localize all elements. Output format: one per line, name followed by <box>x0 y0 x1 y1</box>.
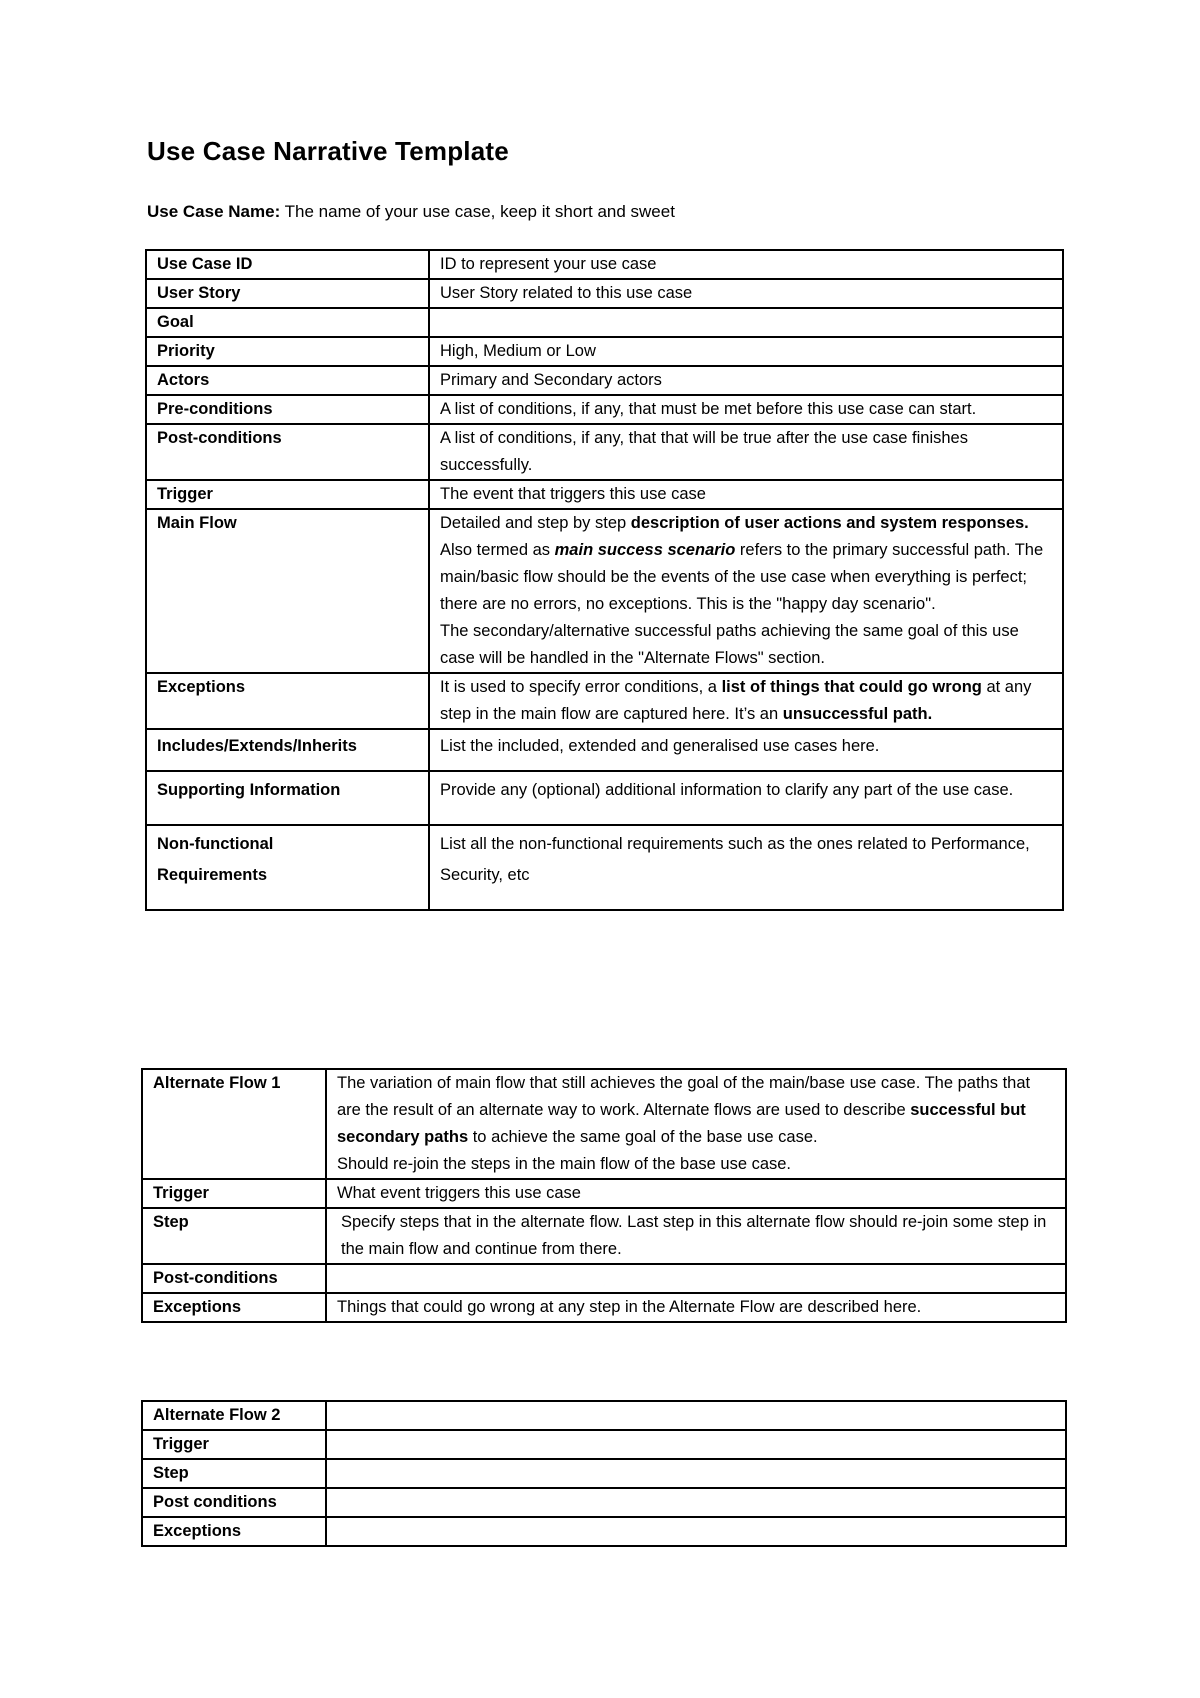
text-run-bold-italic: main success scenario <box>554 541 736 559</box>
text-run: to achieve the same goal of the base use case. <box>468 1128 818 1146</box>
row-key-line: Non-functional <box>157 835 274 853</box>
main-use-case-table <box>145 249 1064 911</box>
row-value: High, Medium or Low <box>429 337 1063 366</box>
text-run: The variation of main flow that still achieves the goal of the main/base use case. The paths that are the result of an alternate way to work. Alternate flows are used to describe <box>337 1074 1031 1119</box>
row-value: Specify steps that in the alternate flow. Last step in this alternate flow should re-join some step in the main flow and continue from there. <box>326 1208 1066 1264</box>
row-key: Goal <box>146 308 429 337</box>
text-run-bold: successful but secondary paths <box>337 1101 1026 1146</box>
row-key: Post conditions <box>142 1488 326 1517</box>
alt-flow-paragraph-2: Should re-join the steps in the main flow of the base use case. <box>337 1155 792 1173</box>
table-row <box>142 1264 1066 1293</box>
alternate-flow-2-table <box>141 1400 1067 1547</box>
text-run-bold: unsuccessful path. <box>782 705 933 723</box>
text-run: Also termed as <box>440 541 555 559</box>
table-row <box>142 1459 1066 1488</box>
main-flow-paragraph-3: The secondary/alternative successful paths achieving the same goal of this use case will be handled in the "Alternate Flows" section. <box>440 622 1019 667</box>
row-value: User Story related to this use case <box>429 279 1063 308</box>
text-run-bold: list of things that could go wrong <box>721 678 982 696</box>
row-value: List all the non-functional requirements such as the ones related to Performance, Security, etc <box>429 825 1063 910</box>
main-flow-paragraph-2 <box>440 537 1052 618</box>
table-row <box>146 308 1063 337</box>
row-value: List the included, extended and generalised use cases here. <box>429 729 1063 771</box>
row-value <box>326 1517 1066 1546</box>
table-row <box>146 825 1063 910</box>
table-row <box>142 1401 1066 1430</box>
row-key: Trigger <box>142 1179 326 1208</box>
row-key: Exceptions <box>142 1293 326 1322</box>
row-value <box>326 1488 1066 1517</box>
row-key: Supporting Information <box>146 771 429 825</box>
table-row <box>146 279 1063 308</box>
row-key: Main Flow <box>146 509 429 673</box>
exceptions-value <box>429 673 1063 729</box>
table-row <box>146 337 1063 366</box>
row-value: What event triggers this use case <box>326 1179 1066 1208</box>
alternate-flow-1-table <box>141 1068 1067 1323</box>
table-row <box>146 395 1063 424</box>
row-value: Provide any (optional) additional information to clarify any part of the use case. <box>429 771 1063 825</box>
row-key: Exceptions <box>146 673 429 729</box>
row-key: Alternate Flow 1 <box>142 1069 326 1179</box>
row-key: Exceptions <box>142 1517 326 1546</box>
row-value: Primary and Secondary actors <box>429 366 1063 395</box>
table-row <box>142 1293 1066 1322</box>
row-key <box>146 825 429 910</box>
main-flow-paragraph-1 <box>440 510 1052 537</box>
table-row <box>146 424 1063 480</box>
row-key: Use Case ID <box>146 250 429 279</box>
row-key: Post-conditions <box>146 424 429 480</box>
main-flow-value <box>429 509 1063 673</box>
table-row <box>142 1208 1066 1264</box>
table-row <box>142 1430 1066 1459</box>
row-value: ID to represent your use case <box>429 250 1063 279</box>
row-key: Pre-conditions <box>146 395 429 424</box>
use-case-name-line <box>147 202 675 222</box>
row-key: Trigger <box>142 1430 326 1459</box>
row-key: Trigger <box>146 480 429 509</box>
row-key: User Story <box>146 279 429 308</box>
row-value: Things that could go wrong at any step in the Alternate Flow are described here. <box>326 1293 1066 1322</box>
table-row <box>146 729 1063 771</box>
row-key: Step <box>142 1459 326 1488</box>
table-row-main-flow <box>146 509 1063 673</box>
text-run: refers to the primary successful path. The main/basic flow should be the events of the use case when everything is perfect; there are no errors, no exceptions. This is the "happy day scenario". <box>440 541 1044 613</box>
alt-flow-description <box>326 1069 1066 1179</box>
table-row-exceptions <box>146 673 1063 729</box>
table-row <box>146 771 1063 825</box>
text-run: It is used to specify error conditions, a <box>440 678 722 696</box>
table-row-alt-flow-header <box>142 1069 1066 1179</box>
row-value <box>326 1264 1066 1293</box>
use-case-name-value: The name of your use case, keep it short and sweet <box>280 202 675 221</box>
text-run: Detailed and step by step <box>440 514 631 532</box>
row-value: The event that triggers this use case <box>429 480 1063 509</box>
row-key: Priority <box>146 337 429 366</box>
row-value <box>429 308 1063 337</box>
row-value: A list of conditions, if any, that must be met before this use case can start. <box>429 395 1063 424</box>
alt-flow-paragraph-1 <box>337 1070 1055 1151</box>
table-row <box>142 1179 1066 1208</box>
use-case-name-label: Use Case Name: <box>147 202 281 221</box>
row-value <box>326 1459 1066 1488</box>
row-key: Includes/Extends/Inherits <box>146 729 429 771</box>
row-key-line: Requirements <box>157 866 268 884</box>
table-row <box>146 250 1063 279</box>
page-title: Use Case Narrative Template <box>147 136 509 166</box>
table-row <box>142 1517 1066 1546</box>
row-value: A list of conditions, if any, that that will be true after the use case finishes successfully. <box>429 424 1063 480</box>
table-row <box>146 480 1063 509</box>
row-key: Alternate Flow 2 <box>142 1401 326 1430</box>
text-run: at any step in the main flow are captured here. It’s an <box>440 678 1032 723</box>
row-key: Actors <box>146 366 429 395</box>
row-value <box>326 1401 1066 1430</box>
text-run-bold: description of user actions and system responses. <box>630 514 1029 532</box>
table-row <box>146 366 1063 395</box>
row-value <box>326 1430 1066 1459</box>
row-key: Post-conditions <box>142 1264 326 1293</box>
row-key: Step <box>142 1208 326 1264</box>
table-row <box>142 1488 1066 1517</box>
